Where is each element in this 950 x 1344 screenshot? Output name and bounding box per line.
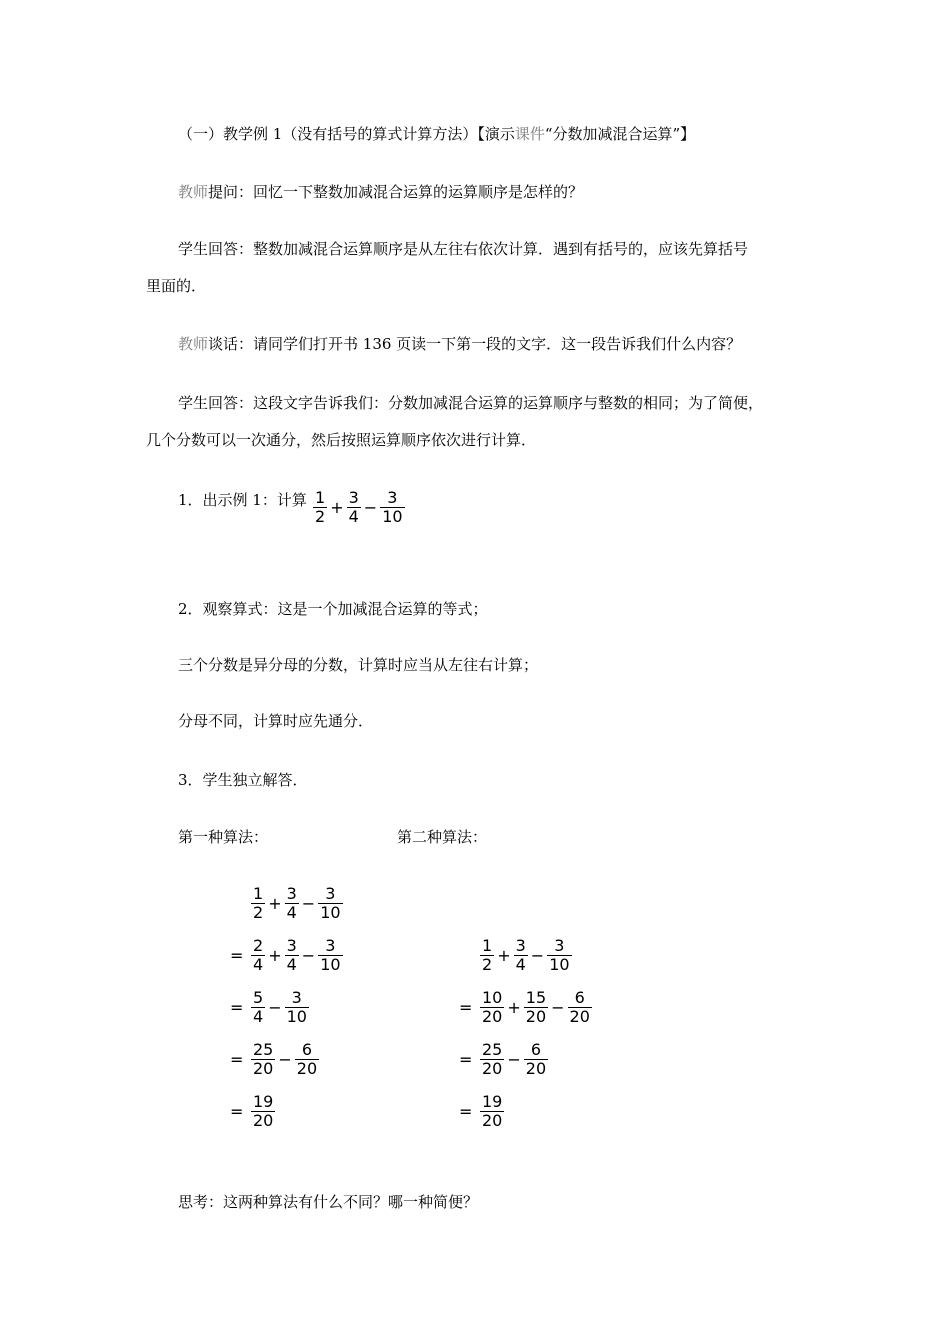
operator: + — [268, 946, 282, 965]
fraction: $\frac{3}{4}$ — [515, 936, 526, 974]
student-answer-2-line1: 学生回答：这段文字告诉我们：分数加减混合运算的运算顺序与整数的相同；为了简便， — [178, 394, 764, 412]
fraction: $\frac{3}{10}$ — [320, 936, 341, 974]
observe-line3: 分母不同，计算时应先通分． — [178, 712, 374, 730]
fraction: $\frac{3}{4}$ — [286, 884, 297, 922]
teacher-label-2: 教师 — [178, 335, 209, 353]
fraction: $\frac{15}{20}$ — [525, 988, 547, 1026]
fraction: $\frac{25}{20}$ — [482, 1040, 503, 1078]
operator: + — [497, 946, 511, 965]
operator: + — [507, 998, 521, 1017]
fraction: $\frac{3}{10}$ — [549, 936, 570, 974]
fraction: $\frac{3}{4}$ — [286, 936, 297, 974]
teacher-talk-text: 谈话：请同学们打开书 136 页读一下第一段的文字．这一段告诉我们什么内容？ — [208, 335, 742, 353]
observe-line1: 2．观察算式：这是一个加减混合运算的等式； — [178, 600, 488, 618]
fraction: $\frac{25}{20}$ — [253, 1040, 274, 1078]
equals-sign: = — [230, 1102, 244, 1121]
student-answer-1-line1: 学生回答：整数加减混合运算顺序是从左往右依次计算．遇到有括号的，应该先算括号 — [178, 240, 749, 258]
method1-row0 — [230, 885, 344, 922]
operator: − — [301, 894, 316, 913]
operator: − — [363, 498, 378, 517]
method1-label: 第一种算法： — [178, 828, 269, 846]
method1-row4 — [230, 1093, 276, 1130]
operator: − — [268, 998, 282, 1017]
method2-label: 第二种算法： — [397, 828, 488, 846]
teacher-question-text: 提问：回忆一下整数加减混合运算的运算顺序是怎样的？ — [208, 183, 584, 201]
student-answer-2-line2: 几个分数可以一次通分，然后按照运算顺序依次进行计算． — [146, 431, 537, 449]
example-label: 1．出示例 1：计算 — [178, 491, 307, 509]
method1-row1 — [230, 937, 344, 974]
operator: − — [507, 1050, 521, 1069]
heading-prefix: （一）教学例 1（没有括号的算式计算方法）【演示 — [178, 125, 515, 143]
fraction: $\frac{6}{20}$ — [296, 1040, 318, 1078]
equals-sign: = — [459, 1102, 473, 1121]
fraction: $\frac{1}{2}$ — [253, 884, 264, 922]
think-question: 思考：这两种算法有什么不同？哪一种简便？ — [178, 1193, 479, 1211]
method2-row1 — [459, 989, 593, 1026]
equals-sign: = — [230, 998, 244, 1017]
step3-text: 3．学生独立解答． — [178, 771, 308, 789]
operator: + — [330, 498, 344, 517]
fraction: $\frac{10}{20}$ — [482, 988, 503, 1026]
fraction: $\frac{19}{20}$ — [253, 1092, 274, 1130]
heading-suffix: “分数加减混合运算”】 — [544, 125, 696, 143]
operator: − — [530, 946, 545, 965]
method1-row2 — [230, 989, 310, 1026]
teacher-talk — [178, 334, 741, 354]
fraction: $\frac{6}{20}$ — [569, 988, 590, 1026]
fraction: $\frac{1}{2}$ — [482, 936, 493, 974]
observe-line2: 三个分数是异分母的分数，计算时应当从左往右计算； — [178, 656, 539, 674]
operator: − — [301, 946, 316, 965]
equals-sign: = — [459, 998, 473, 1017]
fraction: $\frac{1}{2}$ — [315, 488, 326, 526]
method2-row2 — [459, 1041, 549, 1078]
method2-row0 — [459, 937, 573, 974]
fraction: $\frac{3}{4}$ — [348, 488, 359, 526]
fraction: $\frac{3}{10}$ — [286, 988, 307, 1026]
method1-row3 — [230, 1041, 320, 1078]
operator: − — [551, 998, 565, 1017]
fraction: $\frac{5}{4}$ — [253, 988, 264, 1026]
teacher-question — [178, 182, 583, 202]
fraction: $\frac{3}{10}$ — [382, 488, 403, 526]
fraction: $\frac{19}{20}$ — [482, 1092, 503, 1130]
example-expression — [312, 489, 406, 526]
fraction: $\frac{2}{4}$ — [253, 936, 264, 974]
section-heading — [178, 124, 695, 144]
heading-grey-word: 课件 — [514, 125, 545, 143]
equals-sign: = — [459, 1050, 473, 1069]
equals-sign: = — [230, 1050, 244, 1069]
fraction: $\frac{6}{20}$ — [525, 1040, 547, 1078]
equals-sign: = — [230, 946, 244, 965]
fraction: $\frac{3}{10}$ — [320, 884, 341, 922]
operator: − — [278, 1050, 292, 1069]
student-answer-1-line2: 里面的． — [146, 277, 207, 295]
operator: + — [268, 894, 282, 913]
method2-row3 — [459, 1093, 505, 1130]
teacher-label: 教师 — [178, 183, 209, 201]
